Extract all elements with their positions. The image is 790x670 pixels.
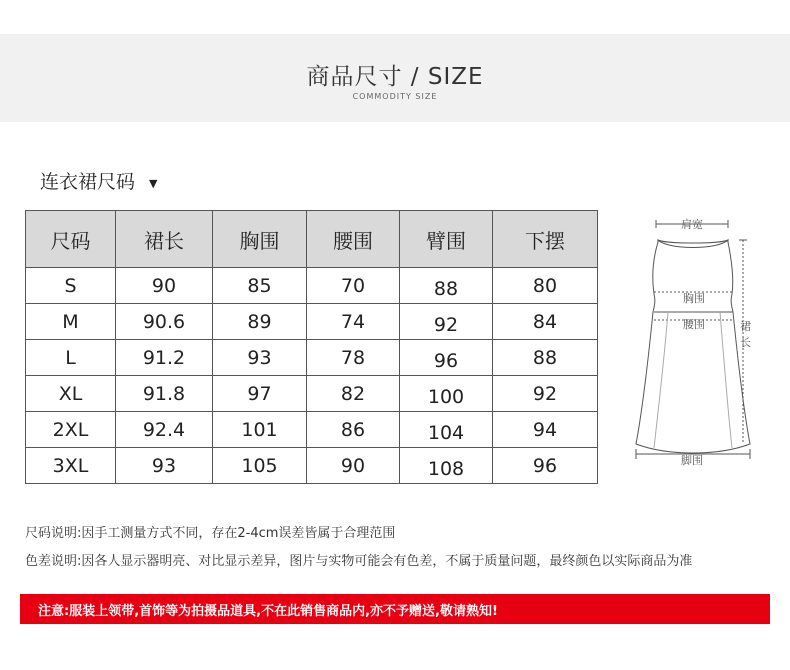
page-title: 商品尺寸 / SIZE xyxy=(306,64,484,90)
cell-value: 96 xyxy=(433,349,459,372)
table-cell: 3XL xyxy=(26,448,116,484)
column-header: 腰围 xyxy=(307,211,400,268)
table-cell: 86 xyxy=(307,412,400,448)
table-cell xyxy=(400,340,493,376)
table-cell: 91.8 xyxy=(116,376,213,412)
column-header: 胸围 xyxy=(213,211,307,268)
table-cell: 91.2 xyxy=(116,340,213,376)
hem-label: 脚围 xyxy=(681,454,703,467)
waist-label: 腰围 xyxy=(683,318,705,331)
notice-text: 注意:服装上领带,首饰等为拍摄品道具,不在此销售商品内,亦不予赠送,敬请熟知! xyxy=(38,603,498,619)
column-header: 下摆 xyxy=(493,211,598,268)
cell-value: 92 xyxy=(433,313,459,336)
table-row xyxy=(26,376,598,412)
notice-banner xyxy=(20,594,770,624)
cell-value: 100 xyxy=(427,385,465,408)
table-cell: 78 xyxy=(307,340,400,376)
table-cell: 96 xyxy=(493,448,598,484)
section-title-label: 连衣裙尺码 xyxy=(40,171,136,193)
page-subtitle: COMMODITY SIZE xyxy=(352,92,438,101)
dress-measurement-diagram xyxy=(628,212,753,474)
table-cell: 92 xyxy=(493,376,598,412)
table-cell: 2XL xyxy=(26,412,116,448)
column-header: 尺码 xyxy=(26,211,116,268)
cell-value: 108 xyxy=(427,457,465,480)
table-cell xyxy=(400,412,493,448)
length-label-2: 长 xyxy=(740,336,751,349)
color-note: 色差说明:因各人显示器明亮、对比显示差异，图片与实物可能会有色差，不属于质量问题，最终颜色以实际商品为准 xyxy=(25,554,693,569)
shoulder-label: 肩宽 xyxy=(681,218,703,231)
table-row xyxy=(26,340,598,376)
column-header: 臂围 xyxy=(400,211,493,268)
table-cell: L xyxy=(26,340,116,376)
size-note: 尺码说明:因手工测量方式不同，存在2-4cm误差皆属于合理范围 xyxy=(25,526,396,541)
table-cell: 97 xyxy=(213,376,307,412)
table-cell: 90 xyxy=(307,448,400,484)
table-cell: 93 xyxy=(213,340,307,376)
table-cell: 92.4 xyxy=(116,412,213,448)
table-cell: 70 xyxy=(307,268,400,304)
table-cell: 88 xyxy=(493,340,598,376)
table-cell: 84 xyxy=(493,304,598,340)
table-cell xyxy=(400,304,493,340)
table-cell: 89 xyxy=(213,304,307,340)
table-cell xyxy=(400,376,493,412)
table-cell: 74 xyxy=(307,304,400,340)
table-cell: 93 xyxy=(116,448,213,484)
table-cell: M xyxy=(26,304,116,340)
table-cell: 80 xyxy=(493,268,598,304)
table-cell: 94 xyxy=(493,412,598,448)
chest-label: 胸围 xyxy=(683,292,705,305)
dress-outline xyxy=(636,240,750,453)
caret-down-icon: ▼ xyxy=(149,177,158,190)
table-cell: XL xyxy=(26,376,116,412)
table-cell: 101 xyxy=(213,412,307,448)
column-header: 裙长 xyxy=(116,211,213,268)
table-row xyxy=(26,448,598,484)
table-cell xyxy=(400,448,493,484)
length-label-1: 裙 xyxy=(740,320,751,333)
cell-value: 104 xyxy=(427,421,465,444)
table-header-row xyxy=(26,211,598,268)
table-cell: 85 xyxy=(213,268,307,304)
table-cell: S xyxy=(26,268,116,304)
table-row xyxy=(26,412,598,448)
table-row xyxy=(26,304,598,340)
table-cell: 90 xyxy=(116,268,213,304)
table-cell: 105 xyxy=(213,448,307,484)
size-table xyxy=(25,210,598,484)
section-title xyxy=(40,167,157,194)
table-cell: 90.6 xyxy=(116,304,213,340)
table-row xyxy=(26,268,598,304)
cell-value: 88 xyxy=(433,277,459,300)
table-cell xyxy=(400,268,493,304)
table-cell: 82 xyxy=(307,376,400,412)
